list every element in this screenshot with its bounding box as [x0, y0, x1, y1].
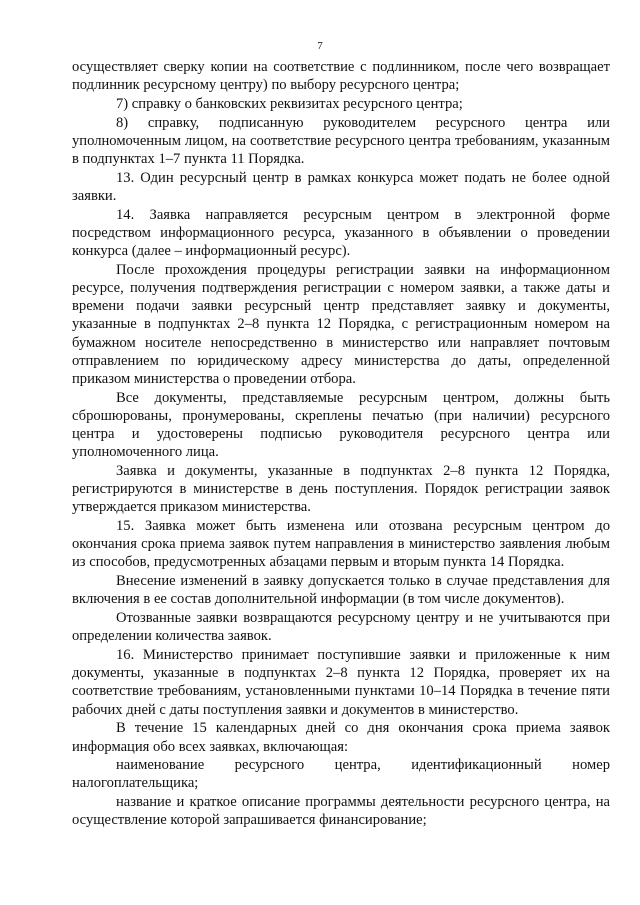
paragraph-documents: Все документы, представляемые ресурсным центром, должны быть сброшюрованы, пронумерованы, скреплены печатью (при наличии) ресурсного центра и удостоверены подписью руководителя ресурсного центра или уполномоченного лица. — [72, 389, 610, 461]
paragraph-changes: Внесение изменений в заявку допускается только в случае представления для включения в ее состав дополнительной информации (в том числе документов). — [72, 573, 610, 608]
paragraph-registration: После прохождения процедуры регистрации заявки на информационном ресурсе, получения подтверждения регистрации с номером заявки, а также даты и времени подачи заявки ресурсный центр представляет заявку и документы, указанные в подпунктах 2–8 пункта 12 Порядка, с регистрационным номером на бумажном носителе непосредственно в министерство или направляет почтовым отправлением по юридическому адресу министерства до даты, определенной приказом министерства о проведении отбора. — [72, 261, 610, 387]
document-body — [72, 58, 610, 830]
page-number: 7 — [317, 40, 323, 52]
list-item-name: наименование ресурсного центра, идентификационный номер налогоплательщика; — [72, 757, 610, 792]
paragraph-registration-order: Заявка и документы, указанные в подпунктах 2–8 пункта 12 Порядка, регистрируются в министерстве в день поступления. Порядок регистрации заявок утверждается приказом министерства. — [72, 462, 610, 516]
clause-14: 14. Заявка направляется ресурсным центром в электронной форме посредством информационного ресурса, указанного в объявлении о проведении конкурса (далее – информационный ресурс). — [72, 206, 610, 260]
paragraph-withdrawn: Отозванные заявки возвращаются ресурсному центру и не учитываются при определении количества заявок. — [72, 610, 610, 645]
clause-16: 16. Министерство принимает поступившие заявки и приложенные к ним документы, указанные в подпунктах 2–8 пункта 12 Порядка, проверяет их на соответствие требованиям, установленными пунктами 10–14 Порядка в течение пяти рабочих дней с даты поступления заявки и документов в министерство. — [72, 647, 610, 718]
list-item-program: название и краткое описание программы деятельности ресурсного центра, на осуществление которой запрашивается финансирование; — [72, 794, 610, 829]
clause-15: 15. Заявка может быть изменена или отозвана ресурсным центром до окончания срока приема заявок путем направления в министерство заявления любым из способов, предусмотренных абзацами первым и вторым пункта 14 Порядка. — [72, 518, 610, 571]
paragraph-continuation: осуществляет сверку копии на соответствие с подлинником, после чего возвращает подлинник ресурсному центру) по выбору ресурсного центра; — [72, 59, 610, 94]
list-item-8: 8) справку, подписанную руководителем ресурсного центра или уполномоченным лицом, на соответствие ресурсного центра требованиям, указанным в подпунктах 1–7 пункта 11 Порядка. — [72, 114, 610, 168]
clause-13: 13. Один ресурсный центр в рамках конкурса может подать не более одной заявки. — [72, 169, 610, 204]
list-item-7: 7) справку о банковских реквизитах ресурсного центра; — [116, 95, 463, 112]
paragraph-information: В течение 15 календарных дней со дня окончания срока приема заявок информация обо всех заявках, включающая: — [72, 720, 610, 755]
